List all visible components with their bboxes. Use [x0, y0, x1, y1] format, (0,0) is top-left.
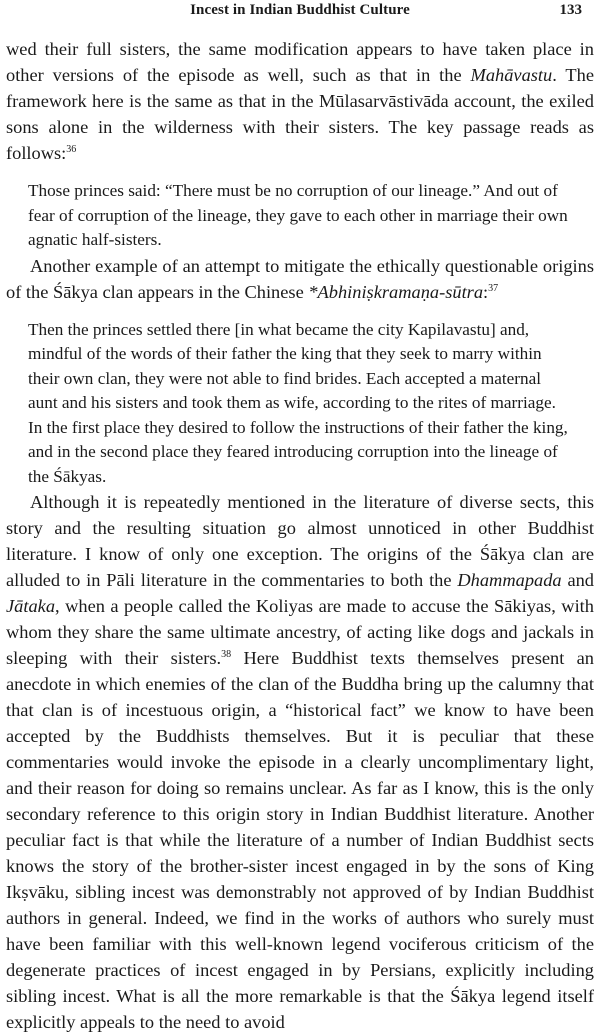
body-text	[6, 36, 594, 1035]
paragraph-continuation	[6, 36, 594, 166]
text-run: . The framework here is the same as that in the Mūlasarvāstivāda account, the exiled sons alone in the wilderness with their sisters. The key passage reads as follows:	[6, 65, 594, 163]
text-run: Here Buddhist texts themselves present an anecdote in which enemies of the clan of the Buddha bring up the calumny that that clan is of incestuous origin, a “historical fact” we know to have been accepted by the Buddhists themselves. But it is peculiar that these commentaries would invoke the episode in a clearly uncomplimentary light, and their reason for doing so remains unclear. As far as I know, this is the only secondary reference to this origin story in Indian Buddhist literature. Another peculiar fact is that while the literature of a number of Indian Buddhist sects knows the story of the brother-sister incest engaged in by the sons of King Ikṣvāku, sibling incest was demonstrably not approved of by Indian Buddhist authors in general. Indeed, we find in the works of authors who surely must have been familiar with this well-known legend vociferous criticism of the degenerate practices of incest engaged in by Persians, explicitly including sibling incest. What is all the more remarkable is that the Śākya legend itself explicitly appeals to the need to avoid	[6, 648, 594, 1032]
italic-title-abhiniskramana: *Abhiniṣkramaṇa-sūtra	[308, 281, 484, 302]
text-run: and	[561, 570, 595, 590]
italic-title-dhammapada: Dhammapada	[457, 570, 562, 590]
italic-title-jataka: Jātaka	[6, 596, 56, 616]
running-head	[0, 0, 600, 24]
footnote-ref-38: 38	[221, 648, 232, 660]
paragraph-main	[6, 489, 594, 1035]
page-number: 133	[559, 2, 582, 18]
text-run: :	[483, 281, 489, 302]
text-run: , when a people called the Koliyas are made to accuse the Sākiyas, with whom they share the same ultimate ancestry, of acting like dogs and jackals in sleeping with their sisters.	[6, 596, 594, 668]
footnote-ref-37: 37	[488, 282, 499, 294]
running-title: Incest in Indian Buddhist Culture	[190, 2, 410, 18]
text-run: Although it is repeatedly mentioned in the literature of diverse sects, this story and the resulting situation go almost unnoticed in other Buddhist literature. I know of only one exception. The origins of the Śākya clan are alluded to in Pāli literature in the commentaries to both the	[6, 492, 594, 590]
paragraph-abhiniskramana	[6, 253, 594, 305]
italic-title-mahavastu: Mahāvastu	[470, 65, 553, 85]
text-run: wed their full sisters, the same modification appears to have taken place in other versions of the episode as well, such as that in the	[6, 39, 594, 85]
footnote-ref-36: 36	[66, 143, 77, 155]
text-run: Another example of an attempt to mitigate the ethically questionable origins of the Śākya clan appears in the Chinese	[6, 255, 594, 302]
block-quote-mahavastu: Those princes said: “There must be no corruption of our lineage.” And out of fear of corruption of the lineage, they gave to each other in marriage their own agnatic half-sisters.	[28, 181, 568, 249]
block-quote-abhiniskramana: Then the princes settled there [in what became the city Kapilavastu] and, mindful of the words of their father the king that they seek to marry within their own clan, they were not able to find brides. Each accepted a maternal aunt and his sisters and took them as wife, according to the rites of marriage. In the first place they desired to follow the instructions of their father the king, and in the second place they feared introducing corruption into the lineage of the Śākyas.	[28, 319, 568, 486]
